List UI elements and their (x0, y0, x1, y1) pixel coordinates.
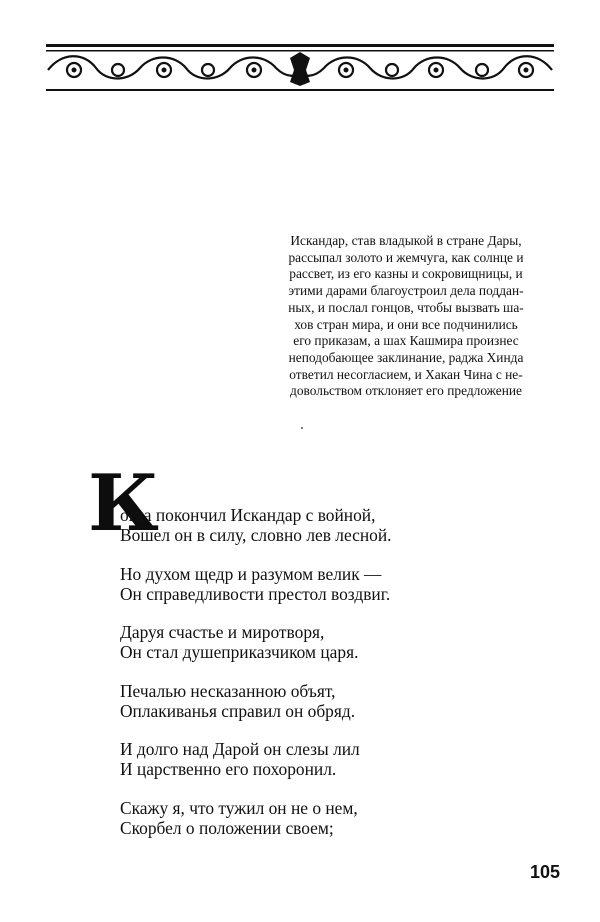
verse-line: огда покончил Искандар с войной, (120, 505, 376, 525)
verse-line: И долго над Дарой он слезы лил (120, 739, 360, 759)
verse-line: Но духом щедр и разумом велик — (120, 563, 382, 584)
summary-line: его приказам, а шах Кашмира произнес (293, 333, 519, 349)
couplet (120, 622, 500, 662)
decorative-header-ornament (44, 40, 556, 96)
verse-line: Даруя счастье и миротворя, (120, 622, 325, 642)
couplet (120, 505, 500, 545)
verse-line: Он справедливости престол воздвиг. (120, 583, 391, 604)
verse-line: Скорбел о положении своем; (120, 817, 334, 838)
drop-cap-letter: К (88, 458, 159, 549)
couplet (120, 798, 500, 838)
verse-line: Скажу я, что тужил он не о нем, (120, 797, 358, 818)
poem-body (120, 505, 500, 856)
page-number: 105 (530, 862, 561, 882)
summary-line: хов стран мира, и они все подчинились (294, 316, 518, 332)
verse-line: Оплакиванья справил он обряд. (120, 700, 356, 721)
summary-line: ответил несогласием, и Хакан Чина с не- (289, 366, 523, 382)
summary-line: Искандар, став владыкой в стране Дары, (290, 233, 522, 248)
chapter-summary (246, 233, 566, 400)
verse-line: Он стал душеприказчиком царя. (120, 642, 359, 662)
verse-line: Печалью несказанною объят, (120, 680, 336, 701)
verse-line: И царственно его похоронил. (120, 759, 337, 779)
summary-line: рассыпал золото и жемчуга, как солнце и (288, 249, 524, 265)
summary-line: этими дарами благоустроил дела поддан- (288, 283, 524, 299)
couplet (120, 681, 500, 721)
couplet (120, 739, 500, 779)
couplet (120, 564, 500, 604)
print-speck (301, 427, 303, 429)
summary-line: рассвет, из его казны и сокровищницы, и (289, 266, 523, 282)
verse-line: Вошел он в силу, словно лев лесной. (120, 525, 392, 545)
summary-line: ных, и послал гонцов, чтобы вызвать ша- (288, 299, 524, 315)
summary-line: неподобающее заклинание, раджа Хинда (288, 349, 524, 365)
summary-line: довольством отклоняет его предложение (290, 383, 522, 399)
